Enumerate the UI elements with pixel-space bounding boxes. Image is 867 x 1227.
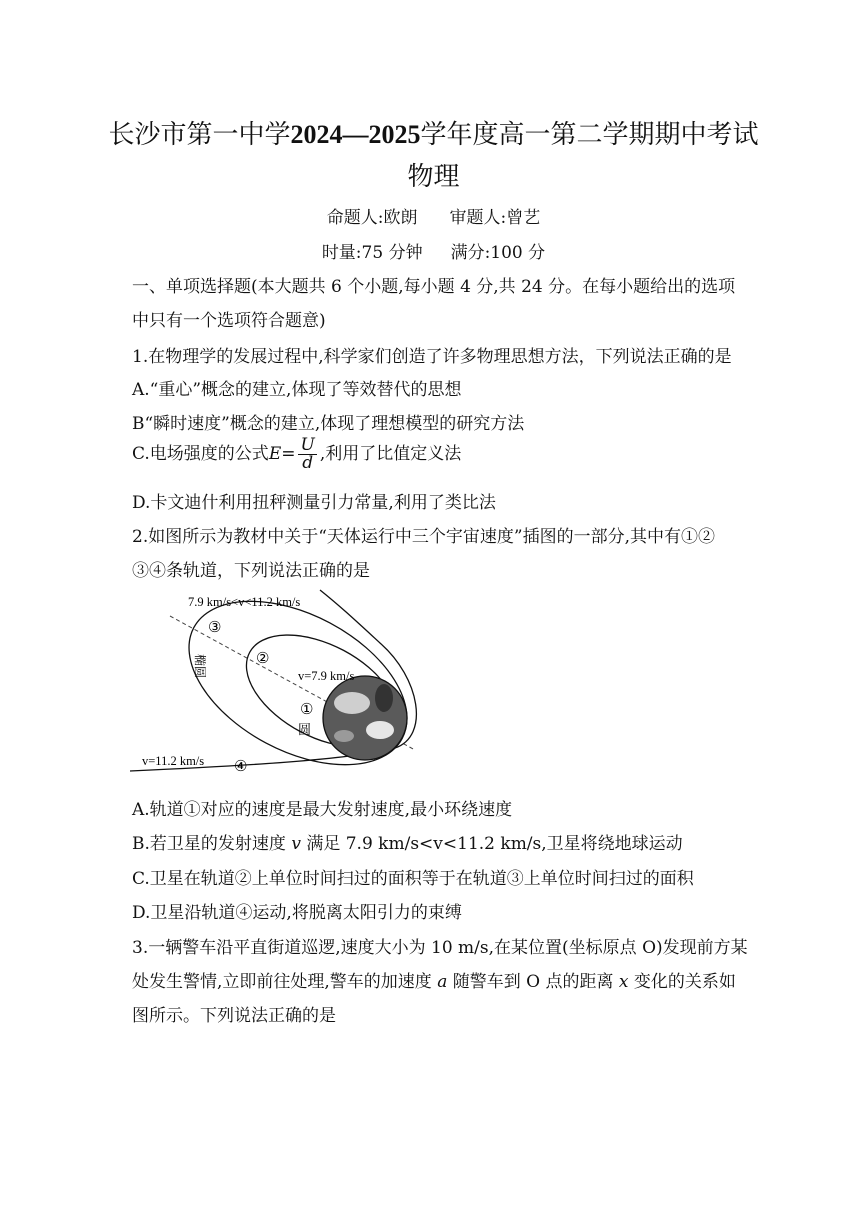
earth-cloud-2 [366,721,394,739]
q3-var-x: x [618,972,629,992]
q2-stem-line2: ③④条轨道，下列说法正确的是 [132,561,370,581]
q3-line2 [132,967,736,992]
q2-option-d: D.卫星沿轨道④运动,将脱离太阳引力的束缚 [132,903,462,923]
q1-c-suffix: ,利用了比值定义法 [319,444,462,464]
q3-line2-mid: 随警车到 O 点的距离 [447,972,619,992]
section1-line1: 一、单项选择题(本大题共 6 个小题,每小题 4 分,共 24 分。在每小题给出的选项 [132,277,736,297]
q3-line1: 3.一辆警车沿平直街道巡逻,速度大小为 10 m/s,在某位置(坐标原点 O)发现前方某 [132,938,748,958]
setter-line [0,203,867,228]
q2-b-variable: v [291,834,301,854]
q1-option-d: D.卡文迪什利用扭秤测量引力常量,利用了类比法 [132,493,496,513]
q3-line3: 图所示。下列说法正确的是 [132,1006,336,1026]
label-orbit-2: ② [256,651,270,667]
label-orbit-3: ③ [208,620,222,636]
formula-eq: = [281,444,296,464]
label-ellipse: 椭圆 [193,654,207,679]
title-years: 2024—2025 [290,120,421,149]
section1-line2: 中只有一个选项符合题意) [132,311,326,331]
q3-line2-suffix: 变化的关系如 [628,972,736,992]
setter: 命题人:欧朗 [326,208,418,228]
q3-line2-prefix: 处发生警情,立即前往处理,警车的加速度 [132,972,438,992]
label-v-11-2: v=11.2 km/s [142,754,205,768]
label-speed-range: 7.9 km/s<v<11.2 km/s [188,595,301,609]
formula-denominator: d [302,453,314,473]
q2-b-suffix: 满足 7.9 km/s<v<11.2 km/s,卫星将绕地球运动 [300,834,683,854]
q2-b-prefix: B.若卫星的发射速度 [132,834,292,854]
label-v-7-9: v=7.9 km/s [298,669,355,683]
exam-title [0,114,867,151]
formula-fraction [298,437,316,472]
time-limit: 时量:75 分钟 [321,243,423,263]
q1-option-c [132,437,461,472]
subject-title: 物理 [407,162,460,192]
formula-numerator: U [300,435,315,455]
title-suffix: 学年度高一第二学期期中考试 [420,120,759,150]
orbit-figure [130,588,430,780]
time-line [0,238,867,263]
earth-land-2 [375,684,393,712]
earth-cloud-1 [334,692,370,714]
earth-land-1 [334,730,354,742]
q2-option-a: A.轨道①对应的速度是最大发射速度,最小环绕速度 [132,800,513,820]
title-prefix: 长沙市第一中学 [108,120,291,150]
q1-option-a: A.“重心”概念的建立,体现了等效替代的思想 [132,380,462,400]
q1-stem: 1.在物理学的发展过程中,科学家们创造了许多物理思想方法，下列说法正确的是 [132,347,732,367]
q2-stem-line1: 2.如图所示为教材中关于“天体运行中三个宇宙速度”插图的一部分,其中有①② [132,527,716,547]
label-orbit-4: ④ [234,759,248,775]
q1-option-b: B“瞬时速度”概念的建立,体现了理想模型的研究方法 [132,414,525,434]
reviewer: 审题人:曾艺 [449,208,541,228]
label-circle: 圆 [298,722,312,737]
q1-c-prefix: C.电场强度的公式 [132,444,269,464]
q2-option-c: C.卫星在轨道②上单位时间扫过的面积等于在轨道③上单位时间扫过的面积 [132,869,694,889]
full-score: 满分:100 分 [450,243,546,263]
q3-var-a: a [437,972,448,992]
formula-lhs: E [268,444,282,464]
q2-option-b [132,829,683,854]
label-orbit-1: ① [300,702,314,718]
